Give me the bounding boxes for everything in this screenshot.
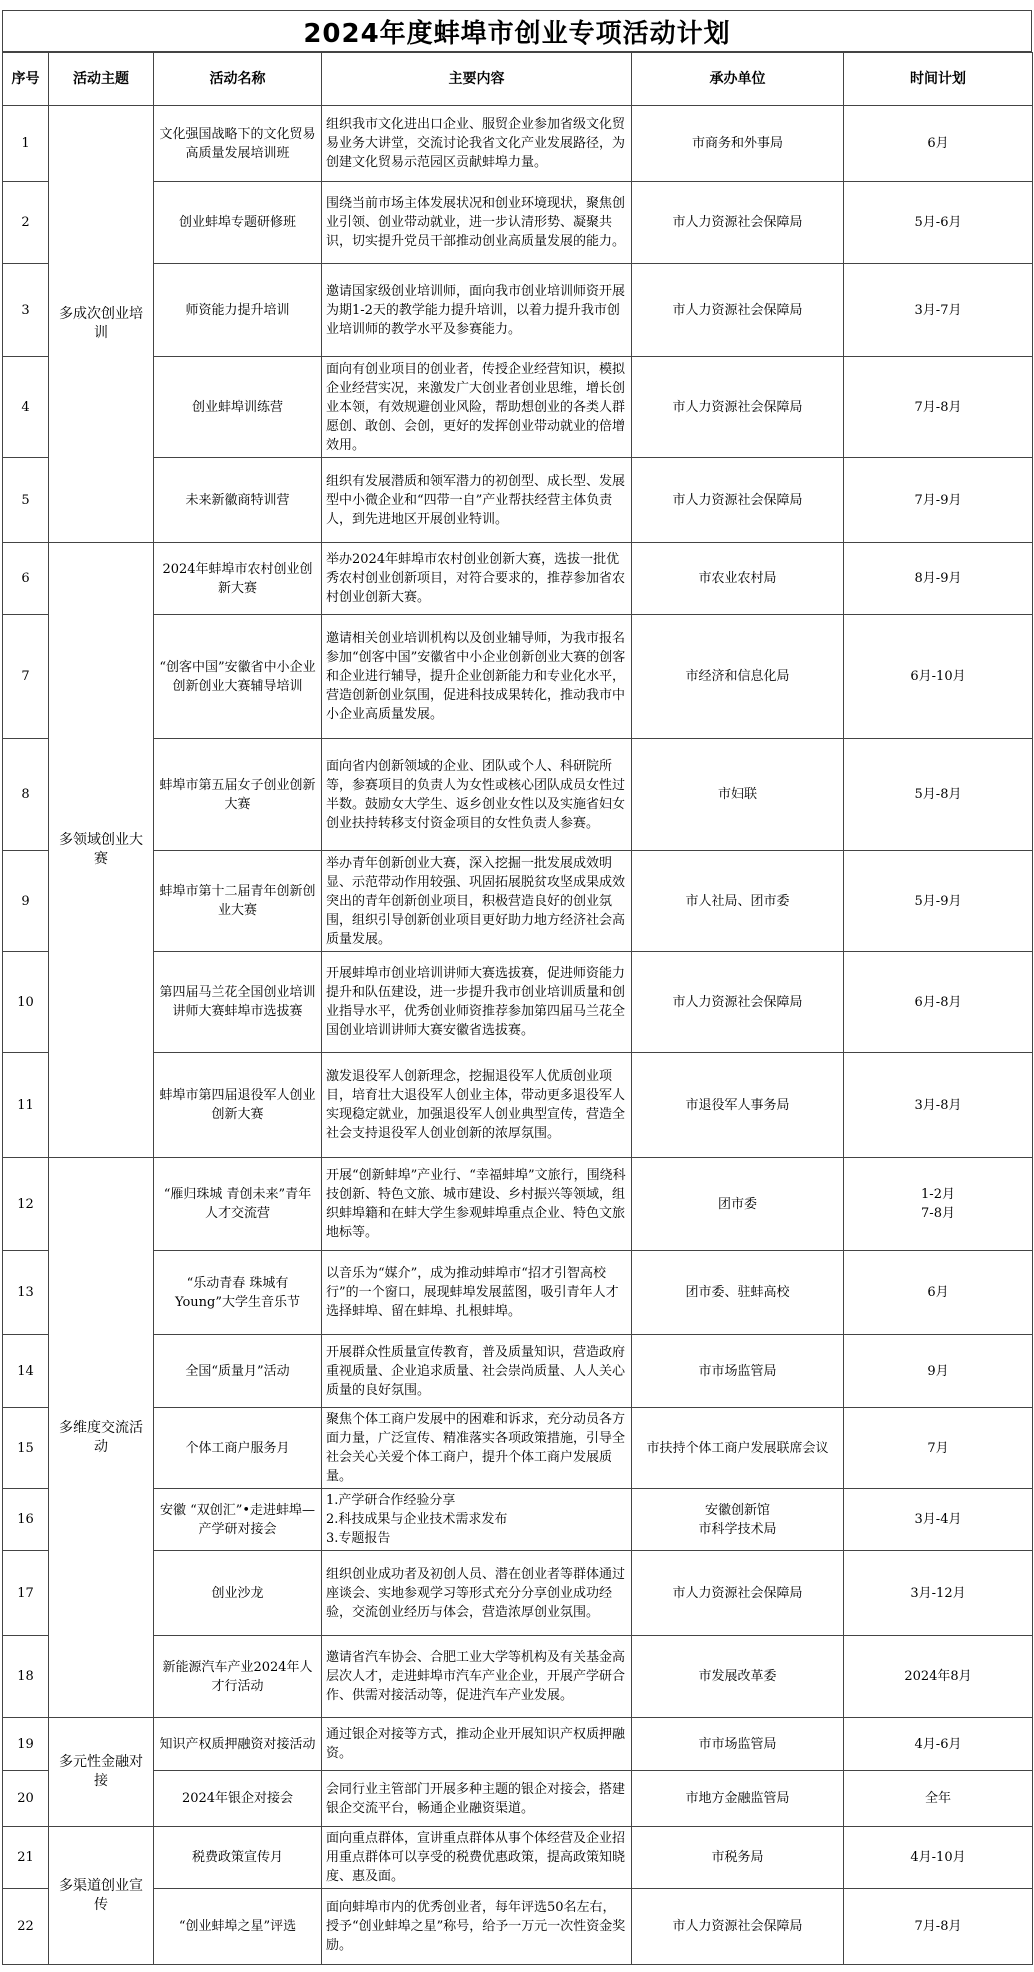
row-main-content: 邀请省汽车协会、合肥工业大学等机构及有关基金高层次人才，走进蚌埠市汽车产业企业，开展产学研合作、供需对接活动等，促进汽车产业发展。 — [322, 1636, 632, 1718]
table-row — [3, 106, 1033, 182]
row-activity-name: 2024年蚌埠市农村创业创新大赛 — [154, 543, 322, 615]
row-time-plan: 7月-9月 — [844, 458, 1033, 543]
row-time-plan: 5月-9月 — [844, 851, 1033, 952]
row-organizer: 市人力资源社会保障局 — [632, 182, 844, 264]
row-time-plan: 3月-4月 — [844, 1489, 1033, 1551]
row-main-content: 以音乐为“媒介”，成为推动蚌埠市“招才引智高校行”的一个窗口，展现蚌埠发展蓝图，吸引青年人才选择蚌埠、留在蚌埠、扎根蚌埠。 — [322, 1251, 632, 1335]
row-main-content: 聚焦个体工商户发展中的困难和诉求，充分动员各方面力量，广泛宣传、精准落实各项政策措施，引导全社会关心关爱个体工商户，提升个体工商户发展质量。 — [322, 1408, 632, 1489]
table-row — [3, 1551, 1033, 1636]
row-seq: 20 — [3, 1771, 49, 1827]
row-seq: 19 — [3, 1718, 49, 1771]
row-main-content: 组织创业成功者及初创人员、潜在创业者等群体通过座谈会、实地参观学习等形式充分分享创业成功经验，交流创业经历与体会，营造浓厚创业氛围。 — [322, 1551, 632, 1636]
row-activity-name: 创业蚌埠训练营 — [154, 357, 322, 458]
row-seq: 9 — [3, 851, 49, 952]
row-organizer: 市人社局、团市委 — [632, 851, 844, 952]
row-organizer: 市商务和外事局 — [632, 106, 844, 182]
row-organizer: 市市场监管局 — [632, 1718, 844, 1771]
row-organizer: 安徽创新馆 市科学技术局 — [632, 1489, 844, 1551]
row-activity-name: 税费政策宣传月 — [154, 1827, 322, 1889]
table-row — [3, 1251, 1033, 1335]
row-time-plan: 7月-8月 — [844, 1889, 1033, 1965]
table-header-row — [3, 53, 1033, 106]
table-row — [3, 1489, 1033, 1551]
row-seq: 13 — [3, 1251, 49, 1335]
table-row — [3, 264, 1033, 357]
row-main-content: 面向重点群体，宣讲重点群体从事个体经营及企业招用重点群体可以享受的税费优惠政策，提高政策知晓度、惠及面。 — [322, 1827, 632, 1889]
row-organizer: 市人力资源社会保障局 — [632, 264, 844, 357]
table-row — [3, 1889, 1033, 1965]
table-row — [3, 1053, 1033, 1158]
row-time-plan: 7月 — [844, 1408, 1033, 1489]
row-seq: 12 — [3, 1158, 49, 1251]
row-time-plan: 3月-7月 — [844, 264, 1033, 357]
table-row — [3, 952, 1033, 1053]
row-theme: 多成次创业培训 — [49, 106, 154, 543]
row-main-content: 举办青年创新创业大赛，深入挖掘一批发展成效明显、示范带动作用较强、巩固拓展脱贫攻坚成果成效突出的青年创新创业项目，积极营造良好的创业氛围，组织引导创新创业项目更好助力地方经济社会高质量发展。 — [322, 851, 632, 952]
table-row — [3, 543, 1033, 615]
row-seq: 22 — [3, 1889, 49, 1965]
table-row — [3, 1636, 1033, 1718]
row-organizer: 团市委、驻蚌高校 — [632, 1251, 844, 1335]
row-organizer: 市经济和信息化局 — [632, 615, 844, 739]
header-name: 活动名称 — [154, 53, 322, 106]
row-seq: 6 — [3, 543, 49, 615]
row-activity-name: 创业沙龙 — [154, 1551, 322, 1636]
row-time-plan: 4月-6月 — [844, 1718, 1033, 1771]
page-title: 2024年度蚌埠市创业专项活动计划 — [2, 10, 1032, 52]
row-time-plan: 6月-8月 — [844, 952, 1033, 1053]
row-organizer: 市农业农村局 — [632, 543, 844, 615]
row-main-content: 开展群众性质量宣传教育，普及质量知识，营造政府重视质量、企业追求质量、社会崇尚质量、人人关心质量的良好氛围。 — [322, 1335, 632, 1408]
row-main-content: 面向省内创新领域的企业、团队或个人、科研院所等，参赛项目的负责人为女性或核心团队成员女性过半数。鼓励女大学生、返乡创业女性以及实施省妇女创业扶持转移支付资金项目的女性负责人参赛。 — [322, 739, 632, 851]
table-row — [3, 615, 1033, 739]
row-seq: 3 — [3, 264, 49, 357]
row-main-content: 围绕当前市场主体发展状况和创业环境现状，聚焦创业引领、创业带动就业，进一步认清形势、凝聚共识，切实提升党员干部推动创业高质量发展的能力。 — [322, 182, 632, 264]
row-activity-name: 师资能力提升培训 — [154, 264, 322, 357]
table-row — [3, 357, 1033, 458]
row-activity-name: “雁归珠城 青创未来”青年人才交流营 — [154, 1158, 322, 1251]
row-activity-name: 第四届马兰花全国创业培训讲师大赛蚌埠市选拔赛 — [154, 952, 322, 1053]
row-seq: 17 — [3, 1551, 49, 1636]
row-time-plan: 6月 — [844, 106, 1033, 182]
row-activity-name: 新能源汽车产业2024年人才行活动 — [154, 1636, 322, 1718]
row-activity-name: 2024年银企对接会 — [154, 1771, 322, 1827]
row-organizer: 市人力资源社会保障局 — [632, 952, 844, 1053]
header-seq: 序号 — [3, 53, 49, 106]
header-org: 承办单位 — [632, 53, 844, 106]
table-row — [3, 851, 1033, 952]
row-organizer: 市人力资源社会保障局 — [632, 1551, 844, 1636]
row-seq: 2 — [3, 182, 49, 264]
row-seq: 7 — [3, 615, 49, 739]
row-time-plan: 6月-10月 — [844, 615, 1033, 739]
row-seq: 1 — [3, 106, 49, 182]
row-activity-name: 蚌埠市第十二届青年创新创业大赛 — [154, 851, 322, 952]
row-main-content: 面向蚌埠市内的优秀创业者，每年评选50名左右，授予“创业蚌埠之星”称号，给予一万元一次性资金奖励。 — [322, 1889, 632, 1965]
row-seq: 15 — [3, 1408, 49, 1489]
row-seq: 5 — [3, 458, 49, 543]
table-row — [3, 1718, 1033, 1771]
row-main-content: 面向有创业项目的创业者，传授企业经营知识，模拟企业经营实况，来激发广大创业者创业思维，增长创业本领，有效规避创业风险，帮助想创业的各类人群愿创、敢创、会创，更好的发挥创业带动就业的倍增效用。 — [322, 357, 632, 458]
table-row — [3, 458, 1033, 543]
row-time-plan: 5月-8月 — [844, 739, 1033, 851]
row-organizer: 市扶持个体工商户发展联席会议 — [632, 1408, 844, 1489]
row-activity-name: 个体工商户服务月 — [154, 1408, 322, 1489]
row-theme: 多维度交流活动 — [49, 1158, 154, 1718]
row-activity-name: 创业蚌埠专题研修班 — [154, 182, 322, 264]
row-organizer: 市地方金融监管局 — [632, 1771, 844, 1827]
table-row — [3, 1827, 1033, 1889]
row-seq: 21 — [3, 1827, 49, 1889]
table-row — [3, 1771, 1033, 1827]
row-main-content: 开展蚌埠市创业培训讲师大赛选拔赛，促进师资能力提升和队伍建设，进一步提升我市创业培训质量和创业指导水平，优秀创业师资推荐参加第四届马兰花全国创业培训讲师大赛安徽省选拔赛。 — [322, 952, 632, 1053]
header-theme: 活动主题 — [49, 53, 154, 106]
row-seq: 11 — [3, 1053, 49, 1158]
row-organizer: 市市场监管局 — [632, 1335, 844, 1408]
row-activity-name: 蚌埠市第五届女子创业创新大赛 — [154, 739, 322, 851]
row-seq: 16 — [3, 1489, 49, 1551]
table-row — [3, 1408, 1033, 1489]
row-time-plan: 3月-8月 — [844, 1053, 1033, 1158]
row-activity-name: “乐动青春 珠城有Young”大学生音乐节 — [154, 1251, 322, 1335]
row-seq: 14 — [3, 1335, 49, 1408]
table-row — [3, 182, 1033, 264]
row-time-plan: 3月-12月 — [844, 1551, 1033, 1636]
row-organizer: 市税务局 — [632, 1827, 844, 1889]
row-time-plan: 9月 — [844, 1335, 1033, 1408]
row-activity-name: 文化强国战略下的文化贸易高质量发展培训班 — [154, 106, 322, 182]
row-main-content: 举办2024年蚌埠市农村创业创新大赛，选拔一批优秀农村创业创新项目，对符合要求的，推荐参加省农村创业创新大赛。 — [322, 543, 632, 615]
row-theme: 多渠道创业宣传 — [49, 1827, 154, 1965]
row-organizer: 市人力资源社会保障局 — [632, 458, 844, 543]
row-activity-name: “创业蚌埠之星”评选 — [154, 1889, 322, 1965]
row-main-content: 组织有发展潜质和领军潜力的初创型、成长型、发展型中小微企业和“四带一自”产业帮扶经营主体负责人，到先进地区开展创业特训。 — [322, 458, 632, 543]
row-organizer: 市妇联 — [632, 739, 844, 851]
row-seq: 10 — [3, 952, 49, 1053]
table-row — [3, 1158, 1033, 1251]
row-main-content: 1.产学研合作经验分享 2.科技成果与企业技术需求发布 3.专题报告 — [322, 1489, 632, 1551]
row-main-content: 通过银企对接等方式，推动企业开展知识产权质押融资。 — [322, 1718, 632, 1771]
row-organizer: 市人力资源社会保障局 — [632, 357, 844, 458]
row-seq: 8 — [3, 739, 49, 851]
activity-plan-table — [2, 52, 1033, 1965]
row-organizer: 市人力资源社会保障局 — [632, 1889, 844, 1965]
row-organizer: 市发展改革委 — [632, 1636, 844, 1718]
row-activity-name: 知识产权质押融资对接活动 — [154, 1718, 322, 1771]
row-organizer: 团市委 — [632, 1158, 844, 1251]
row-activity-name: 全国“质量月”活动 — [154, 1335, 322, 1408]
row-seq: 4 — [3, 357, 49, 458]
row-time-plan: 5月-6月 — [844, 182, 1033, 264]
header-time: 时间计划 — [844, 53, 1033, 106]
row-time-plan: 全年 — [844, 1771, 1033, 1827]
row-organizer: 市退役军人事务局 — [632, 1053, 844, 1158]
row-main-content: 邀请国家级创业培训师，面向我市创业培训师资开展为期1-2天的教学能力提升培训，以着力提升我市创业培训师的教学水平及参赛能力。 — [322, 264, 632, 357]
header-content: 主要内容 — [322, 53, 632, 106]
row-theme: 多领域创业大赛 — [49, 543, 154, 1158]
row-main-content: 组织我市文化进出口企业、服贸企业参加省级文化贸易业务大讲堂，交流讨论我省文化产业发展路径，为创建文化贸易示范园区贡献蚌埠力量。 — [322, 106, 632, 182]
row-activity-name: 蚌埠市第四届退役军人创业创新大赛 — [154, 1053, 322, 1158]
table-row — [3, 1335, 1033, 1408]
document — [2, 10, 1032, 1965]
row-seq: 18 — [3, 1636, 49, 1718]
row-activity-name: “创客中国”安徽省中小企业创新创业大赛辅导培训 — [154, 615, 322, 739]
table-row — [3, 739, 1033, 851]
row-activity-name: 未来新徽商特训营 — [154, 458, 322, 543]
row-theme: 多元性金融对接 — [49, 1718, 154, 1827]
row-main-content: 激发退役军人创新理念，挖掘退役军人优质创业项目，培育壮大退役军人创业主体，带动更多退役军人实现稳定就业，加强退役军人创业典型宣传，营造全社会支持退役军人创业创新的浓厚氛围。 — [322, 1053, 632, 1158]
row-main-content: 开展“创新蚌埠”产业行、“幸福蚌埠”文旅行，围绕科技创新、特色文旅、城市建设、乡村振兴等领域，组织蚌埠籍和在蚌大学生参观蚌埠重点企业、特色文旅地标等。 — [322, 1158, 632, 1251]
row-main-content: 邀请相关创业培训机构以及创业辅导师，为我市报名参加“创客中国”安徽省中小企业创新创业大赛的创客和企业进行辅导，提升企业创新能力和专业化水平，营造创新创业氛围，促进科技成果转化，推动我市中小企业高质量发展。 — [322, 615, 632, 739]
row-time-plan: 1-2月 7-8月 — [844, 1158, 1033, 1251]
row-time-plan: 6月 — [844, 1251, 1033, 1335]
row-activity-name: 安徽 “双创汇”•走进蚌埠—产学研对接会 — [154, 1489, 322, 1551]
row-time-plan: 4月-10月 — [844, 1827, 1033, 1889]
row-time-plan: 7月-8月 — [844, 357, 1033, 458]
row-time-plan: 2024年8月 — [844, 1636, 1033, 1718]
row-main-content: 会同行业主管部门开展多种主题的银企对接会，搭建银企交流平台，畅通企业融资渠道。 — [322, 1771, 632, 1827]
row-time-plan: 8月-9月 — [844, 543, 1033, 615]
